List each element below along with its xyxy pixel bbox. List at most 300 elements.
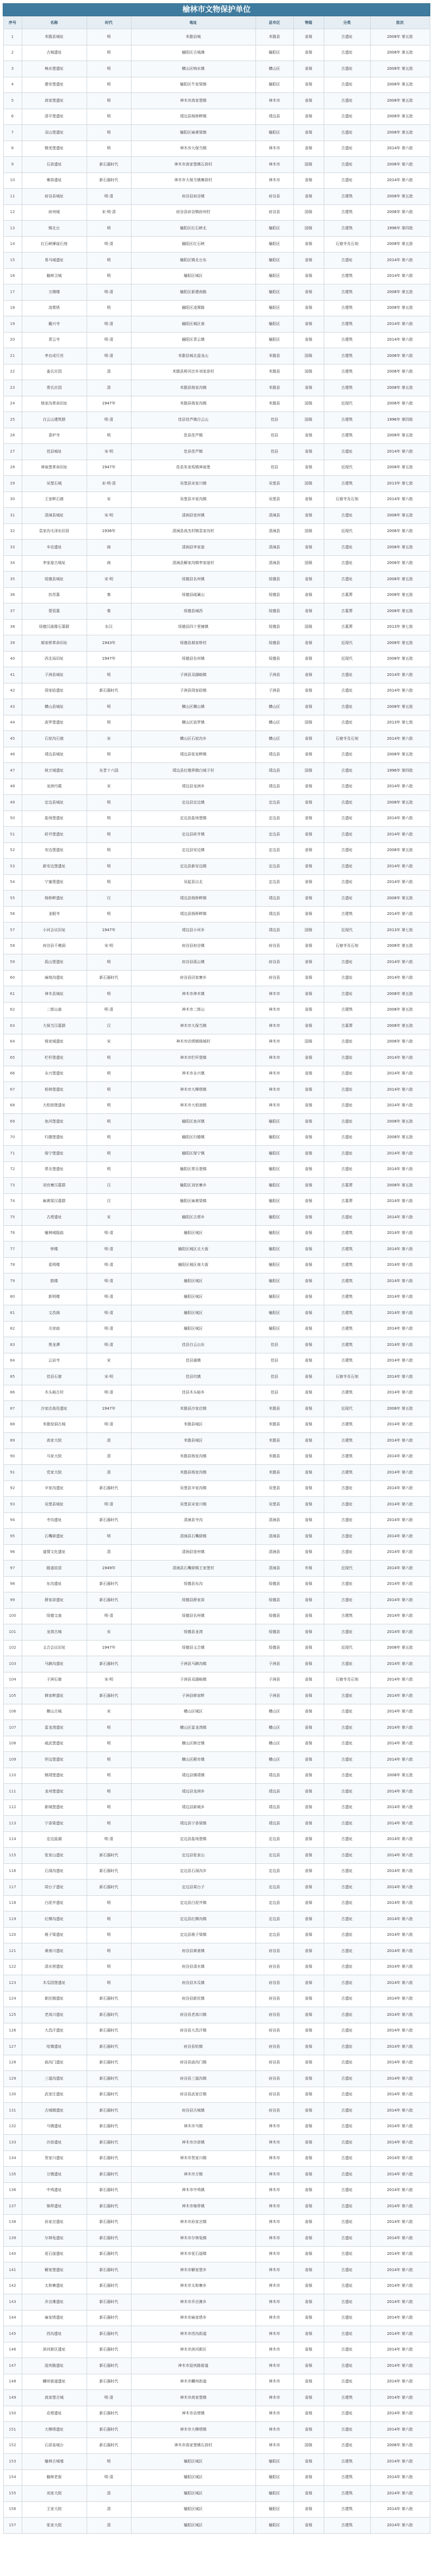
cell-era: 明·清 [87,1305,131,1322]
table-row [3,1943,430,1960]
cell-era: 清 [87,1544,131,1561]
cell-era: 明 [87,109,131,125]
cell-grade: 省保 [293,2007,324,2023]
cell-grade: 省保 [293,2246,324,2262]
cell-row-number: 113 [3,1816,22,1832]
cell-address: 横山区响水镇 [131,61,255,77]
cell-era: 明 [87,1895,131,1911]
cell-row-number: 1 [3,29,22,45]
cell-batch: 2014年 第六批 [370,874,430,891]
cell-batch: 2014年 第六批 [370,253,430,269]
cell-batch: 2006年 第六批 [370,348,430,364]
cell-county: 神木市 [255,1098,293,1114]
cell-county: 定边县 [255,827,293,843]
cell-address: 神木市花石崖镇 [131,2246,255,2262]
cell-address: 定边县定边镇 [131,795,255,811]
cell-batch: 2008年 第五批 [370,125,430,141]
cell-era: 明·清 [87,1289,131,1305]
cell-era: 宋 [87,779,131,795]
cell-site-name: 太和寨遗址 [22,2278,87,2294]
table-row [3,428,430,444]
cell-row-number: 54 [3,874,22,891]
cell-county: 榆阳区 [255,253,293,269]
cell-site-name: 云岩寺 [22,1353,87,1369]
cell-category: 古建筑 [324,1337,370,1353]
cell-row-number: 71 [3,1146,22,1162]
cell-county: 清涧县 [255,508,293,524]
cell-category: 古建筑 [324,221,370,237]
cell-row-number: 7 [3,125,22,141]
cell-category: 古遗址 [324,747,370,763]
cell-site-name: 杨家沟革命旧址 [22,396,87,412]
cell-era: 新石器时代 [87,1576,131,1592]
table-row [3,874,430,891]
cell-site-name: 清水营遗址 [22,1959,87,1975]
cell-county: 榆阳区 [255,1241,293,1258]
cell-county: 定边县 [255,1895,293,1911]
cell-batch: 2008年 第五批 [370,189,430,205]
cell-category: 古遗址 [324,1512,370,1529]
cell-row-number: 110 [3,1768,22,1784]
cell-batch: 2008年 第五批 [370,891,430,907]
cell-address: 横山区城区 [131,1704,255,1720]
table-row [3,1704,430,1720]
cell-era: 1947年 [87,922,131,939]
cell-address: 定边县盐场堡镇 [131,1831,255,1848]
cell-address: 子洲县周家硷镇 [131,683,255,699]
cell-era: 汉 [87,1193,131,1210]
table-row [3,1895,430,1911]
cell-grade: 省保 [293,2055,324,2071]
cell-batch: 2014年 第六批 [370,1943,430,1960]
cell-address: 神木市麻家塔乡 [131,2310,255,2326]
cell-category: 古遗址 [324,572,370,588]
cell-row-number: 70 [3,1130,22,1146]
cell-era: 新石器时代 [87,2150,131,2167]
cell-county: 榆阳区 [255,1146,293,1162]
cell-site-name: 高家堡遗址 [22,93,87,109]
cell-row-number: 133 [3,2135,22,2151]
cell-era: 宋 [87,1210,131,1226]
cell-batch: 2014年 第六批 [370,444,430,460]
cell-county: 吴堡县 [255,476,293,492]
cell-grade: 国保 [293,523,324,540]
cell-grade: 省保 [293,795,324,811]
table-row [3,1720,430,1736]
cell-batch: 2014年 第六批 [370,492,430,508]
cell-address: 榆阳区城区南大街 [131,1257,255,1273]
cell-county: 定边县 [255,811,293,827]
cell-county: 神木市 [255,2406,293,2422]
table-row [3,1497,430,1513]
cell-era: 明 [87,1098,131,1114]
table-row [3,2214,430,2230]
cell-county: 榆阳区 [255,236,293,253]
cell-address: 靖边县镇靖镇 [131,1768,255,1784]
table-row [3,1672,430,1688]
cell-era: 新石器时代 [87,2374,131,2390]
cell-address: 靖边县张家畔镇 [131,747,255,763]
table-row [3,1257,430,1273]
table-row [3,1114,430,1130]
cell-era: 宋 [87,1034,131,1050]
cell-address: 神木市栏杆堡镇 [131,1050,255,1066]
cell-batch: 2014年 第六批 [370,1561,430,1577]
cell-category: 古遗址 [324,2199,370,2215]
cell-site-name: 堆子梁遗址 [22,1927,87,1943]
cell-county: 神木市 [255,1018,293,1034]
cell-county: 神木市 [255,1066,293,1082]
cell-site-name: 波罗堡遗址 [22,715,87,731]
cell-era: 明 [87,1529,131,1545]
cell-address: 佳县佳芦镇白云山 [131,412,255,428]
cell-era: 明 [87,1146,131,1162]
cell-address: 米脂县城北盘龙山 [131,348,255,364]
cell-county: 横山区 [255,699,293,715]
cell-site-name: 横山县城址 [22,699,87,715]
cell-site-name: 鼓楼 [22,1273,87,1290]
cell-row-number: 130 [3,2087,22,2103]
cell-grade: 省保 [293,2406,324,2422]
cell-county: 府谷县 [255,2071,293,2087]
cell-batch: 2014年 第六批 [370,779,430,795]
table-row [3,380,430,396]
cell-category: 古遗址 [324,779,370,795]
cell-county: 子洲县 [255,1688,293,1704]
cell-site-name: 辛家沟遗址 [22,1480,87,1497]
cell-county: 佳县 [255,428,293,444]
cell-grade: 省保 [293,2087,324,2103]
cell-batch: 2014年 第六批 [370,2055,430,2071]
cell-site-name: 寨峁遗址 [22,172,87,189]
cell-batch: 2014年 第六批 [370,2214,430,2230]
cell-row-number: 108 [3,1736,22,1752]
cell-era: 新石器时代 [87,2103,131,2119]
cell-grade: 省保 [293,2326,324,2342]
cell-county: 府谷县 [255,2087,293,2103]
cell-site-name: 大保当汉墓群 [22,1018,87,1034]
cell-row-number: 21 [3,348,22,364]
cell-site-name: 古城镇遗址 [22,2103,87,2119]
cell-address: 府谷县哈镇 [131,2039,255,2055]
cell-site-name: 贺家川遗址 [22,2150,87,2167]
cell-era: 商 [87,555,131,572]
cell-category: 古建筑 [324,2469,370,2486]
cell-county: 横山区 [255,731,293,747]
cell-county: 定边县 [255,1927,293,1943]
table-row [3,1911,430,1928]
table-row [3,1193,430,1210]
cell-county: 府谷县 [255,954,293,971]
table-row [3,1289,430,1305]
table-row [3,1034,430,1050]
cell-address: 绥德县义合镇 [131,1640,255,1656]
cell-row-number: 10 [3,172,22,189]
cell-county: 榆阳区 [255,1225,293,1241]
cell-county: 清涧县 [255,1561,293,1577]
cell-era: 明 [87,45,131,61]
cell-site-name: 龙眼寺 [22,906,87,922]
table-row [3,1050,430,1066]
cell-category: 古遗址 [324,667,370,683]
cell-grade: 省保 [293,1640,324,1656]
cell-county: 定边县 [255,1880,293,1896]
table-row [3,172,430,189]
cell-grade: 省保 [293,1720,324,1736]
cell-batch: 2006年 第六批 [370,523,430,540]
table-row [3,1880,430,1896]
cell-site-name: 古城遗址 [22,45,87,61]
cell-site-name: 易马城遗址 [22,253,87,269]
cell-grade: 省保 [293,1831,324,1848]
cell-site-name: 柏林堡遗址 [22,1082,87,1098]
cell-row-number: 103 [3,1656,22,1672]
cell-county: 清涧县 [255,540,293,556]
cell-batch: 2008年 第五批 [370,93,430,109]
cell-row-number: 98 [3,1576,22,1592]
cell-grade: 省保 [293,2342,324,2358]
cell-category: 古遗址 [324,1800,370,1816]
cell-site-name: 红石峡摩崖石刻 [22,236,87,253]
cell-site-name: 李家崖古城址 [22,555,87,572]
cell-batch: 2014年 第六批 [370,2103,430,2119]
table-row [3,1210,430,1226]
cell-address: 定边县白泥井镇 [131,1895,255,1911]
cell-row-number: 136 [3,2182,22,2199]
table-row [3,859,430,875]
table-row [3,699,430,715]
cell-era: 宋·明 [87,938,131,954]
cell-address: 清涧县宽州镇 [131,508,255,524]
cell-site-name: 张家大院 [22,2518,87,2534]
cell-county: 榆阳区 [255,1114,293,1130]
cell-batch: 2014年 第六批 [370,2246,430,2262]
cell-address: 神木市高家堡镇石峁村 [131,2438,255,2454]
cell-grade: 省保 [293,2119,324,2135]
cell-batch: 2014年 第六批 [370,1385,430,1401]
cell-county: 神木市 [255,2438,293,2454]
cell-era: 明·清 [87,1385,131,1401]
cell-grade: 省保 [293,444,324,460]
cell-address: 绥德县龙湾 [131,1624,255,1641]
cell-site-name: 怀远堡遗址 [22,1752,87,1768]
cell-row-number: 25 [3,412,22,428]
cell-county: 米脂县 [255,396,293,412]
cell-site-name: 神木县城址 [22,986,87,1002]
table-row [3,508,430,524]
cell-category: 古遗址 [324,1768,370,1784]
cell-county: 定边县 [255,795,293,811]
cell-grade: 省保 [293,1544,324,1561]
cell-batch: 2008年 第五批 [370,635,430,652]
cell-site-name: 李自成行宫 [22,348,87,364]
cell-row-number: 84 [3,1353,22,1369]
cell-address: 神木市大保当镇 [131,141,255,157]
cell-address: 米脂县城 [131,29,255,45]
cell-row-number: 102 [3,1640,22,1656]
cell-category: 古遗址 [324,2055,370,2071]
cell-grade: 省保 [293,1736,324,1752]
cell-grade: 国保 [293,922,324,939]
cell-site-name: 绥德县城址 [22,572,87,588]
table-row [3,300,430,316]
table-row [3,2135,430,2151]
cell-address: 米脂县桥河岔乡刘家峁村 [131,364,255,380]
cell-category: 古遗址 [324,2007,370,2023]
cell-address: 定边县堆子梁镇 [131,1927,255,1943]
cell-grade: 省保 [293,268,324,284]
cell-row-number: 67 [3,1082,22,1098]
cell-row-number: 15 [3,253,22,269]
cell-grade: 省保 [293,1273,324,1290]
cell-address: 府谷县府谷镇 [131,938,255,954]
cell-grade: 省保 [293,2501,324,2518]
table-row [3,523,430,540]
cell-address: 榆阳区城区 [131,2469,255,2486]
cell-county: 横山区 [255,1704,293,1720]
cell-era: 明 [87,1066,131,1082]
cell-site-name: 榆林老街 [22,2469,87,2486]
cell-county: 榆阳区 [255,2486,293,2502]
cell-era: 明·清 [87,1497,131,1513]
cell-category: 古遗址 [324,2342,370,2358]
cell-grade: 省保 [293,2262,324,2279]
cell-batch: 2014年 第六批 [370,1784,430,1800]
cell-row-number: 20 [3,332,22,348]
cell-site-name: 花石崖遗址 [22,2246,87,2262]
cell-era: 新石器时代 [87,2199,131,2215]
cell-address: 佳县白云山东 [131,1337,255,1353]
cell-era: 明·清 [87,348,131,364]
cell-batch: 2014年 第六批 [370,970,430,986]
cell-address: 定边县周台子 [131,1880,255,1896]
table-row [3,236,430,253]
cell-era: 新石器时代 [87,1848,131,1864]
cell-row-number: 120 [3,1927,22,1943]
cell-county: 吴堡县 [255,1480,293,1497]
cell-address: 佳县通镇 [131,1353,255,1369]
cell-era: 明 [87,715,131,731]
cell-address: 佳县木头峪乡 [131,1385,255,1401]
cell-county: 绥德县 [255,1640,293,1656]
cell-address: 绥德县疏属山 [131,587,255,603]
cell-category: 古遗址 [324,2438,370,2454]
cell-era: 明·清 [87,1257,131,1273]
cell-batch: 2014年 第六批 [370,2230,430,2247]
cell-address: 神木市永兴镇 [131,1066,255,1082]
cell-batch: 2014年 第六批 [370,316,430,333]
table-row [3,189,430,205]
cell-category: 古遗址 [324,1911,370,1928]
cell-site-name: 清平堡遗址 [22,109,87,125]
cell-grade: 省保 [293,1161,324,1178]
cell-row-number: 151 [3,2422,22,2438]
table-row [3,1512,430,1529]
cell-category: 古遗址 [324,1991,370,2007]
table-row [3,348,430,364]
cell-county: 佳县 [255,444,293,460]
cell-address: 神木市大柳塔镇 [131,2422,255,2438]
cell-address: 府谷县新民镇 [131,1991,255,2007]
cell-batch: 2014年 第六批 [370,2071,430,2087]
cell-grade: 省保 [293,938,324,954]
table-row [3,954,430,971]
cell-site-name: 高家堡古城 [22,2390,87,2406]
cell-category: 石窟寺及石刻 [324,1672,370,1688]
cell-row-number: 121 [3,1943,22,1960]
cell-row-number: 35 [3,572,22,588]
cell-row-number: 13 [3,221,22,237]
cell-site-name: 万镇遗址 [22,2167,87,2183]
cell-batch: 2014年 第六批 [370,859,430,875]
cell-grade: 省保 [293,986,324,1002]
cell-batch: 2008年 第五批 [370,572,430,588]
cell-row-number: 100 [3,1608,22,1624]
cell-grade: 省保 [293,891,324,907]
cell-row-number: 117 [3,1880,22,1896]
table-row [3,1816,430,1832]
cell-site-name: 米脂县城址 [22,29,87,45]
cell-county: 佳县 [255,1385,293,1401]
cell-row-number: 111 [3,1784,22,1800]
table-row [3,2023,430,2039]
cell-county: 绥德县 [255,635,293,652]
cell-address: 子洲县双湖峪镇 [131,1672,255,1688]
cell-era: 新石器时代 [87,2167,131,2183]
cell-address: 靖边县小河乡 [131,922,255,939]
cell-county: 佳县 [255,412,293,428]
cell-category: 古墓葬 [324,587,370,603]
cell-grade: 省保 [293,1991,324,2007]
cell-row-number: 28 [3,460,22,476]
table-row [3,1752,430,1768]
cell-category: 古遗址 [324,29,370,45]
table-row [3,1066,430,1082]
cell-site-name: 米脂窑洞古城 [22,1417,87,1433]
cell-row-number: 132 [3,2119,22,2135]
cell-site-name: 庙沟门遗址 [22,2055,87,2071]
cell-address: 榆阳区城区 [131,1305,255,1322]
cell-era: 新石器时代 [87,2358,131,2374]
cell-row-number: 48 [3,779,22,795]
cell-county: 佳县 [255,460,293,476]
cell-batch: 2014年 第六批 [370,1050,430,1066]
cell-county: 神木市 [255,2230,293,2247]
cell-address: 清涧县石嘴驿镇王家堡村 [131,1561,255,1577]
cell-batch: 2014年 第六批 [370,1098,430,1114]
cell-batch: 2014年 第六批 [370,1146,430,1162]
cell-county: 榆阳区 [255,1210,293,1226]
table-row [3,667,430,683]
cell-grade: 省保 [293,2294,324,2311]
cell-address: 米脂县杨家沟镇 [131,1449,255,1465]
cell-grade: 省保 [293,1943,324,1960]
cell-site-name: 马镇遗址 [22,2119,87,2135]
cell-batch: 2006年 第六批 [370,204,430,221]
table-row [3,2486,430,2502]
cell-site-name: 栏杆堡遗址 [22,1050,87,1066]
table-row [3,1433,430,1449]
cell-era: 新石器时代 [87,172,131,189]
cell-address: 府谷县清水镇 [131,1959,255,1975]
table-row [3,572,430,588]
cell-era: 新石器时代 [87,2342,131,2358]
cell-row-number: 61 [3,986,22,1002]
cell-batch: 2014年 第六批 [370,1736,430,1752]
cell-row-number: 75 [3,1210,22,1226]
cell-category: 古遗址 [324,1943,370,1960]
cell-era: 明 [87,125,131,141]
